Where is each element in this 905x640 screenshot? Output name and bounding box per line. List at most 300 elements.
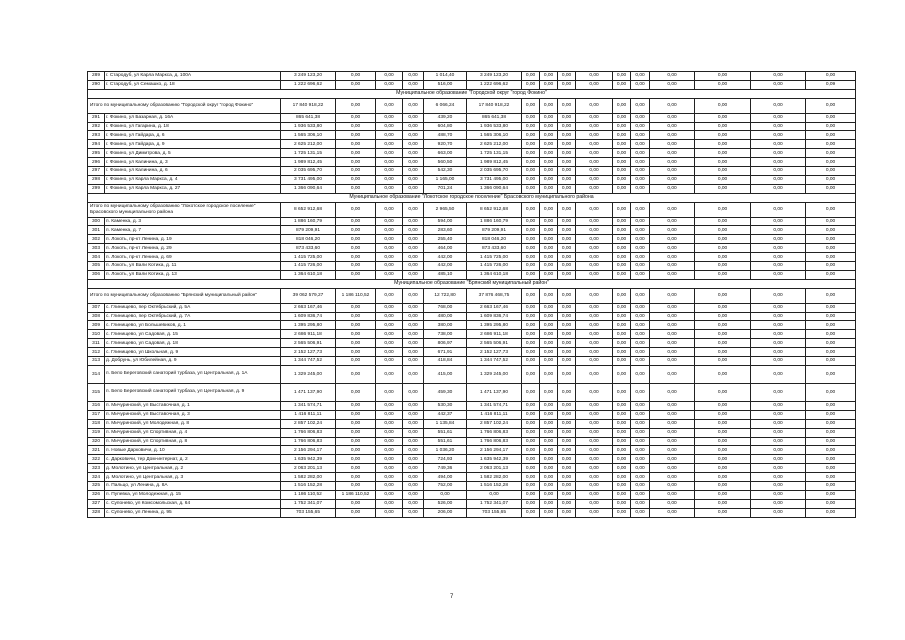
value-cell: 873 433,60 <box>281 244 336 253</box>
table-row <box>88 446 856 455</box>
value-cell: 0,00 <box>751 72 806 81</box>
value-cell: 0,00 <box>650 113 695 122</box>
value-cell: 0,00 <box>403 473 424 482</box>
municipality-total-row <box>88 202 856 217</box>
value-cell: 1 415 725,00 <box>467 253 522 262</box>
total-cell: 0,00 <box>751 202 806 217</box>
address-cell: г. Фокино, ул Калинина, д. 6 <box>105 167 281 176</box>
value-cell: 0,00 <box>613 455 631 464</box>
table-row <box>88 473 856 482</box>
total-cell: 0,00 <box>806 288 856 303</box>
value-cell: 0,00 <box>376 481 403 490</box>
value-cell: 0,00 <box>806 270 856 279</box>
value-cell: 0,00 <box>376 167 403 176</box>
total-cell: 6 066,24 <box>424 98 467 113</box>
value-cell: 752,00 <box>424 481 467 490</box>
row-number: 324 <box>88 473 105 482</box>
address-cell: с. Глинищево, ул Садовая, д. 18 <box>105 339 281 348</box>
value-cell: 0,00 <box>650 464 695 473</box>
value-cell: 0,00 <box>631 401 650 410</box>
value-cell: 0,00 <box>751 131 806 140</box>
value-cell: 1 936 533,80 <box>281 122 336 131</box>
value-cell: 0,00 <box>403 244 424 253</box>
value-cell: 0,00 <box>613 253 631 262</box>
total-cell: 0,00 <box>558 202 576 217</box>
total-cell: 0,00 <box>631 202 650 217</box>
value-cell: 0,00 <box>336 312 376 321</box>
value-cell: 0,00 <box>336 437 376 446</box>
value-cell: 0,00 <box>336 321 376 330</box>
table-row <box>88 437 856 446</box>
value-cell: 0,00 <box>576 330 613 339</box>
value-cell: 0,00 <box>558 226 576 235</box>
value-cell: 0,00 <box>376 235 403 244</box>
value-cell: 0,00 <box>806 490 856 499</box>
table-row <box>88 270 856 279</box>
value-cell: 0,00 <box>576 481 613 490</box>
value-cell: 0,00 <box>522 262 540 271</box>
table-row <box>88 455 856 464</box>
value-cell: 0,00 <box>650 303 695 312</box>
value-cell: 0,00 <box>751 217 806 226</box>
value-cell: 442,00 <box>424 262 467 271</box>
value-cell: 0,00 <box>522 244 540 253</box>
value-cell: 0,00 <box>806 473 856 482</box>
value-cell: 0,00 <box>403 490 424 499</box>
value-cell: 2 565 506,91 <box>467 339 522 348</box>
value-cell: 0,00 <box>695 428 751 437</box>
value-cell: 0,00 <box>631 184 650 193</box>
row-number: 311 <box>88 339 105 348</box>
value-cell: 0,00 <box>522 184 540 193</box>
address-cell: с. Глинищево, ул Большевиков, д. 1 <box>105 321 281 330</box>
value-cell: 0,00 <box>576 217 613 226</box>
total-cell: 0,00 <box>576 288 613 303</box>
value-cell: 2 625 212,00 <box>281 140 336 149</box>
value-cell: 0,00 <box>540 508 558 517</box>
value-cell: 0,00 <box>806 167 856 176</box>
value-cell: 0,00 <box>522 122 540 131</box>
value-cell: 0,00 <box>558 401 576 410</box>
value-cell: 0,00 <box>751 158 806 167</box>
row-number: 298 <box>88 175 105 184</box>
value-cell: 0,00 <box>522 508 540 517</box>
value-cell: 0,00 <box>522 253 540 262</box>
table-row <box>88 481 856 490</box>
value-cell: 0,00 <box>558 446 576 455</box>
value-cell: 2 663 167,46 <box>467 303 522 312</box>
table-row <box>88 410 856 419</box>
value-cell: 1 635 942,39 <box>467 455 522 464</box>
value-cell: 0,00 <box>695 226 751 235</box>
value-cell: 0,00 <box>695 303 751 312</box>
value-cell: 0,00 <box>695 410 751 419</box>
value-cell: 0,00 <box>336 80 376 89</box>
value-cell: 0,00 <box>751 226 806 235</box>
value-cell: 0,00 <box>558 184 576 193</box>
value-cell: 0,00 <box>695 217 751 226</box>
table-row <box>88 175 856 184</box>
value-cell: 0,00 <box>806 184 856 193</box>
value-cell: 0,00 <box>540 262 558 271</box>
table-row <box>88 113 856 122</box>
value-cell: 0,00 <box>403 419 424 428</box>
value-cell: 1 766 806,83 <box>467 428 522 437</box>
total-cell: 0,00 <box>522 288 540 303</box>
table-row <box>88 122 856 131</box>
value-cell: 0,00 <box>403 339 424 348</box>
value-cell: 0,00 <box>576 508 613 517</box>
value-cell: 1 415 726,00 <box>467 262 522 271</box>
value-cell: 0,00 <box>558 348 576 357</box>
value-cell: 0,00 <box>576 428 613 437</box>
value-cell: 2 686 911,18 <box>467 330 522 339</box>
value-cell: 0,00 <box>751 253 806 262</box>
value-cell: 0,00 <box>540 131 558 140</box>
value-cell: 0,00 <box>695 175 751 184</box>
value-cell: 0,00 <box>631 253 650 262</box>
value-cell: 0,00 <box>695 401 751 410</box>
value-cell: 0,00 <box>806 446 856 455</box>
value-cell: 0,00 <box>613 446 631 455</box>
value-cell: 1 222 696,62 <box>467 80 522 89</box>
table-row <box>88 244 856 253</box>
value-cell: 0,00 <box>576 383 613 401</box>
value-cell: 0,00 <box>650 357 695 366</box>
value-cell: 0,00 <box>336 455 376 464</box>
value-cell: 0,00 <box>540 303 558 312</box>
value-cell: 0,00 <box>336 410 376 419</box>
value-cell: 1 516 152,28 <box>467 481 522 490</box>
value-cell: 1 222 696,62 <box>281 80 336 89</box>
value-cell: 1 886 160,79 <box>281 217 336 226</box>
address-cell: г. Стародуб, ул Семашко, д. 18 <box>105 80 281 89</box>
value-cell: 0,00 <box>376 184 403 193</box>
value-cell: 0,00 <box>522 217 540 226</box>
value-cell: 0,00 <box>806 122 856 131</box>
value-cell: 0,00 <box>631 490 650 499</box>
value-cell: 0,00 <box>336 303 376 312</box>
value-cell: 1 366 090,64 <box>281 184 336 193</box>
value-cell: 0,00 <box>806 357 856 366</box>
value-cell: 0,00 <box>751 113 806 122</box>
row-number: 302 <box>88 235 105 244</box>
value-cell: 0,00 <box>631 217 650 226</box>
value-cell: 1 766 806,83 <box>467 437 522 446</box>
value-cell: 551,61 <box>424 428 467 437</box>
value-cell: 0,00 <box>631 339 650 348</box>
value-cell: 0,00 <box>631 464 650 473</box>
address-cell: д. Добрунь, ул Юбилейная, д. 9 <box>105 357 281 366</box>
value-cell: 0,00 <box>540 330 558 339</box>
value-cell: 0,00 <box>558 175 576 184</box>
value-cell: 0,00 <box>540 490 558 499</box>
value-cell: 0,00 <box>631 262 650 271</box>
row-number: 319 <box>88 428 105 437</box>
value-cell: 0,00 <box>403 158 424 167</box>
value-cell: 0,00 <box>540 446 558 455</box>
value-cell: 0,00 <box>695 72 751 81</box>
table-row <box>88 303 856 312</box>
total-cell: 37 876 468,75 <box>467 288 522 303</box>
value-cell: 2 857 102,24 <box>281 419 336 428</box>
value-cell: 0,00 <box>576 312 613 321</box>
value-cell: 0,00 <box>806 217 856 226</box>
value-cell: 1 582 282,00 <box>281 473 336 482</box>
value-cell: 0,00 <box>695 167 751 176</box>
total-cell: 0,00 <box>806 98 856 113</box>
value-cell: 0,00 <box>376 312 403 321</box>
table-row <box>88 253 856 262</box>
value-cell: 0,00 <box>336 244 376 253</box>
value-cell: 0,00 <box>522 490 540 499</box>
value-cell: 0,00 <box>695 473 751 482</box>
value-cell: 1 014,40 <box>424 72 467 81</box>
value-cell: 0,00 <box>613 419 631 428</box>
value-cell: 0,00 <box>695 122 751 131</box>
value-cell: 0,00 <box>403 167 424 176</box>
value-cell: 0,00 <box>695 446 751 455</box>
value-cell: 0,00 <box>558 508 576 517</box>
address-cell: п. Каменка, д. 7 <box>105 226 281 235</box>
value-cell: 0,00 <box>522 270 540 279</box>
value-cell: 0,00 <box>558 158 576 167</box>
value-cell: 0,00 <box>336 383 376 401</box>
value-cell: 0,00 <box>650 149 695 158</box>
value-cell: 0,00 <box>540 357 558 366</box>
value-cell: 1 329 245,00 <box>281 365 336 383</box>
total-cell: 0,00 <box>540 98 558 113</box>
value-cell: 0,00 <box>695 262 751 271</box>
value-cell: 0,00 <box>403 253 424 262</box>
value-cell: 1 344 747,52 <box>467 357 522 366</box>
value-cell: 0,00 <box>558 383 576 401</box>
value-cell: 0,00 <box>751 235 806 244</box>
value-cell: 0,00 <box>336 419 376 428</box>
value-cell: 0,00 <box>522 473 540 482</box>
row-number: 318 <box>88 419 105 428</box>
total-cell: 0,00 <box>376 288 403 303</box>
table-row <box>88 149 856 158</box>
value-cell: 0,00 <box>806 464 856 473</box>
value-cell: 0,00 <box>650 401 695 410</box>
table-row <box>88 464 856 473</box>
value-cell: 488,70 <box>424 131 467 140</box>
value-cell: 0,00 <box>613 140 631 149</box>
value-cell: 0,00 <box>558 473 576 482</box>
value-cell: 480,00 <box>424 312 467 321</box>
value-cell: 0,00 <box>403 383 424 401</box>
value-cell: 0,00 <box>522 113 540 122</box>
value-cell: 0,00 <box>522 330 540 339</box>
value-cell: 0,00 <box>403 175 424 184</box>
value-cell: 0,00 <box>751 167 806 176</box>
value-cell: 0,00 <box>522 348 540 357</box>
value-cell: 464,00 <box>424 244 467 253</box>
value-cell: 0,00 <box>576 113 613 122</box>
value-cell: 0,00 <box>376 455 403 464</box>
value-cell: 485,10 <box>424 270 467 279</box>
value-cell: 0,00 <box>376 149 403 158</box>
value-cell: 0,00 <box>522 312 540 321</box>
value-cell: 0,00 <box>650 321 695 330</box>
value-cell: 0,00 <box>806 303 856 312</box>
address-cell: п. Мичуринский, ул Молодежная, д. 8 <box>105 419 281 428</box>
total-cell: 12 722,80 <box>424 288 467 303</box>
value-cell: 0,00 <box>403 428 424 437</box>
value-cell: 0,00 <box>403 217 424 226</box>
value-cell: 0,00 <box>751 303 806 312</box>
value-cell: 0,00 <box>576 339 613 348</box>
value-cell: 0,00 <box>376 80 403 89</box>
value-cell: 494,00 <box>424 473 467 482</box>
row-number: 317 <box>88 410 105 419</box>
value-cell: 1 725 131,15 <box>281 149 336 158</box>
value-cell: 0,00 <box>376 428 403 437</box>
value-cell: 0,00 <box>751 149 806 158</box>
value-cell: 0,00 <box>613 72 631 81</box>
value-cell: 0,00 <box>806 149 856 158</box>
value-cell: 0,00 <box>558 330 576 339</box>
value-cell: 0,00 <box>650 499 695 508</box>
address-cell: с. Глинищево, пер Октябрьский, д. 5А <box>105 303 281 312</box>
value-cell: 0,00 <box>613 158 631 167</box>
value-cell: 0,00 <box>650 419 695 428</box>
value-cell: 0,00 <box>336 330 376 339</box>
table-row <box>88 80 856 89</box>
value-cell: 0,00 <box>540 437 558 446</box>
value-cell: 0,00 <box>540 72 558 81</box>
value-cell: 1 135,84 <box>424 419 467 428</box>
value-cell: 0,00 <box>695 113 751 122</box>
row-number: 295 <box>88 149 105 158</box>
value-cell: 0,00 <box>403 312 424 321</box>
value-cell: 0,00 <box>631 348 650 357</box>
value-cell: 0,00 <box>576 235 613 244</box>
value-cell: 0,00 <box>376 348 403 357</box>
value-cell: 0,00 <box>650 235 695 244</box>
value-cell: 0,00 <box>576 122 613 131</box>
value-cell: 0,00 <box>751 321 806 330</box>
value-cell: 0,00 <box>336 262 376 271</box>
value-cell: 0,00 <box>751 455 806 464</box>
value-cell: 0,00 <box>650 80 695 89</box>
value-cell: 0,00 <box>558 270 576 279</box>
value-cell: 1 989 812,45 <box>467 158 522 167</box>
value-cell: 1 395 295,80 <box>281 321 336 330</box>
address-cell: д. Молотино, ул Центральная, д. 3 <box>105 473 281 482</box>
value-cell: 0,00 <box>336 446 376 455</box>
value-cell: 0,00 <box>522 149 540 158</box>
value-cell: 0,00 <box>522 383 540 401</box>
table-row <box>88 499 856 508</box>
value-cell: 0,00 <box>650 428 695 437</box>
value-cell: 0,00 <box>806 72 856 81</box>
value-cell: 0,00 <box>576 72 613 81</box>
value-cell: 2 565 506,91 <box>281 339 336 348</box>
value-cell: 0,00 <box>650 473 695 482</box>
value-cell: 283,60 <box>424 226 467 235</box>
total-cell: 0,00 <box>650 98 695 113</box>
value-cell: 1 752 341,07 <box>467 499 522 508</box>
row-number: 327 <box>88 499 105 508</box>
value-cell: 0,00 <box>576 131 613 140</box>
total-cell: 0,00 <box>576 98 613 113</box>
value-cell: 1 416 811,11 <box>281 410 336 419</box>
value-cell: 3 731 495,00 <box>281 175 336 184</box>
value-cell: 1 415 726,00 <box>281 262 336 271</box>
value-cell: 0,00 <box>576 464 613 473</box>
value-cell: 0,00 <box>650 339 695 348</box>
row-number: 300 <box>88 217 105 226</box>
value-cell: 0,00 <box>558 437 576 446</box>
total-cell: 1 186 110,52 <box>336 288 376 303</box>
value-cell: 0,00 <box>650 446 695 455</box>
value-cell: 663,00 <box>424 149 467 158</box>
value-cell: 0,00 <box>650 184 695 193</box>
value-cell: 0,00 <box>613 357 631 366</box>
value-cell: 0,00 <box>403 270 424 279</box>
value-cell: 1 609 836,74 <box>281 312 336 321</box>
value-cell: 0,00 <box>540 410 558 419</box>
value-cell: 0,00 <box>522 72 540 81</box>
value-cell: 0,00 <box>695 184 751 193</box>
row-number: 292 <box>88 122 105 131</box>
table-row <box>88 339 856 348</box>
value-cell: 0,00 <box>376 330 403 339</box>
value-cell: 380,00 <box>424 321 467 330</box>
value-cell: 1 565 306,10 <box>467 131 522 140</box>
value-cell: 0,00 <box>540 321 558 330</box>
value-cell: 0,00 <box>751 419 806 428</box>
value-cell: 0,00 <box>576 175 613 184</box>
value-cell: 0,00 <box>650 481 695 490</box>
value-cell: 865 641,38 <box>281 113 336 122</box>
value-cell: 0,00 <box>576 149 613 158</box>
value-cell: 0,00 <box>695 339 751 348</box>
value-cell: 0,00 <box>558 253 576 262</box>
value-cell: 0,00 <box>522 321 540 330</box>
value-cell: 879 209,91 <box>281 226 336 235</box>
value-cell: 0,00 <box>376 401 403 410</box>
value-cell: 0,00 <box>522 499 540 508</box>
value-cell: 0,00 <box>806 401 856 410</box>
value-cell: 1 344 747,52 <box>281 357 336 366</box>
value-cell: 0,00 <box>650 455 695 464</box>
table-row <box>88 419 856 428</box>
value-cell: 0,00 <box>522 428 540 437</box>
total-cell: 8 652 912,68 <box>281 202 336 217</box>
total-cell: 2 965,50 <box>424 202 467 217</box>
value-cell: 1 364 610,18 <box>467 270 522 279</box>
value-cell: 1 036,20 <box>424 446 467 455</box>
value-cell: 0,00 <box>613 149 631 158</box>
value-cell: 0,00 <box>576 303 613 312</box>
value-cell: 0,00 <box>650 217 695 226</box>
value-cell: 0,00 <box>806 481 856 490</box>
value-cell: 0,00 <box>540 113 558 122</box>
row-number: 297 <box>88 167 105 176</box>
value-cell: 0,00 <box>540 464 558 473</box>
value-cell: 0,00 <box>576 490 613 499</box>
value-cell: 0,00 <box>336 339 376 348</box>
value-cell: 0,00 <box>751 80 806 89</box>
value-cell: 1 186 110,52 <box>336 490 376 499</box>
value-cell: 0,00 <box>751 437 806 446</box>
value-cell: 0,00 <box>540 80 558 89</box>
table-row <box>88 140 856 149</box>
table-body <box>88 72 856 518</box>
